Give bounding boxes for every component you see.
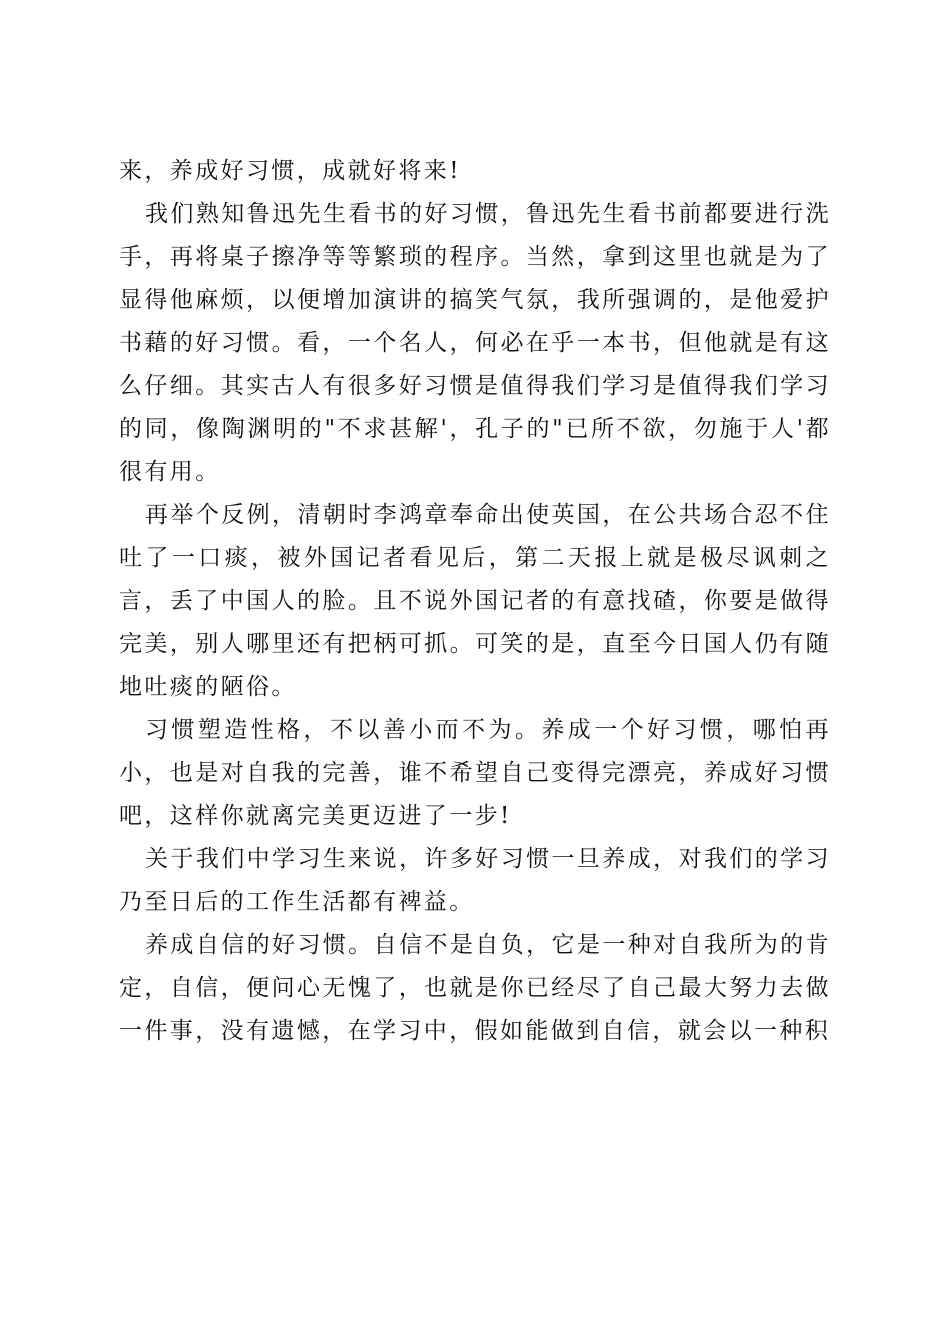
paragraph-1: 来，养成好习惯，成就好将来! bbox=[119, 158, 461, 184]
paragraph-3: 再举个反例，清朝时李鸿章奉命出使英国，在公共场合忍不住吐了一口痰，被外国记者看见后，第二天报上就是极尽讽刺之言，丢了中国人的脸。且不说外国记者的有意找碴，你要是做得完美，别人哪里还有把柄可抓。可笑的是，直至今日国人仍有随地吐痰的陋俗。 bbox=[119, 502, 831, 700]
paragraph-4: 习惯塑造性格，不以善小而不为。养成一个好习惯，哪怕再小，也是对自我的完善，谁不希望自己变得完漂亮，养成好习惯吧，这样你就离完美更迈进了一步! bbox=[119, 717, 831, 829]
body-text bbox=[119, 150, 831, 1053]
paragraph-2: 我们熟知鲁迅先生看书的好习惯，鲁迅先生看书前都要进行洗手，再将桌子擦净等等繁琐的程序。当然，拿到这里也就是为了显得他麻烦，以便增加演讲的搞笑气氛，我所强调的，是他爱护书藉的好习惯。看，一个名人，何必在乎一本书，但他就是有这么仔细。其实古人有很多好习惯是值得我们学习是值得我们学习的同，像陶渊明的"不求甚解'，孔子的"已所不欲，勿施于人'都很有用。 bbox=[119, 201, 831, 485]
paragraph-5: 关于我们中学习生来说，许多好习惯一旦养成，对我们的学习乃至日后的工作生活都有裨益。 bbox=[119, 846, 831, 915]
paragraph-6: 养成自信的好习惯。自信不是自负，它是一种对自我所为的肯定，自信，便问心无愧了，也就是你已经尽了自己最大努力去做一件事，没有遗憾，在学习中，假如能做到自信，就会以一种积 bbox=[119, 932, 831, 1044]
